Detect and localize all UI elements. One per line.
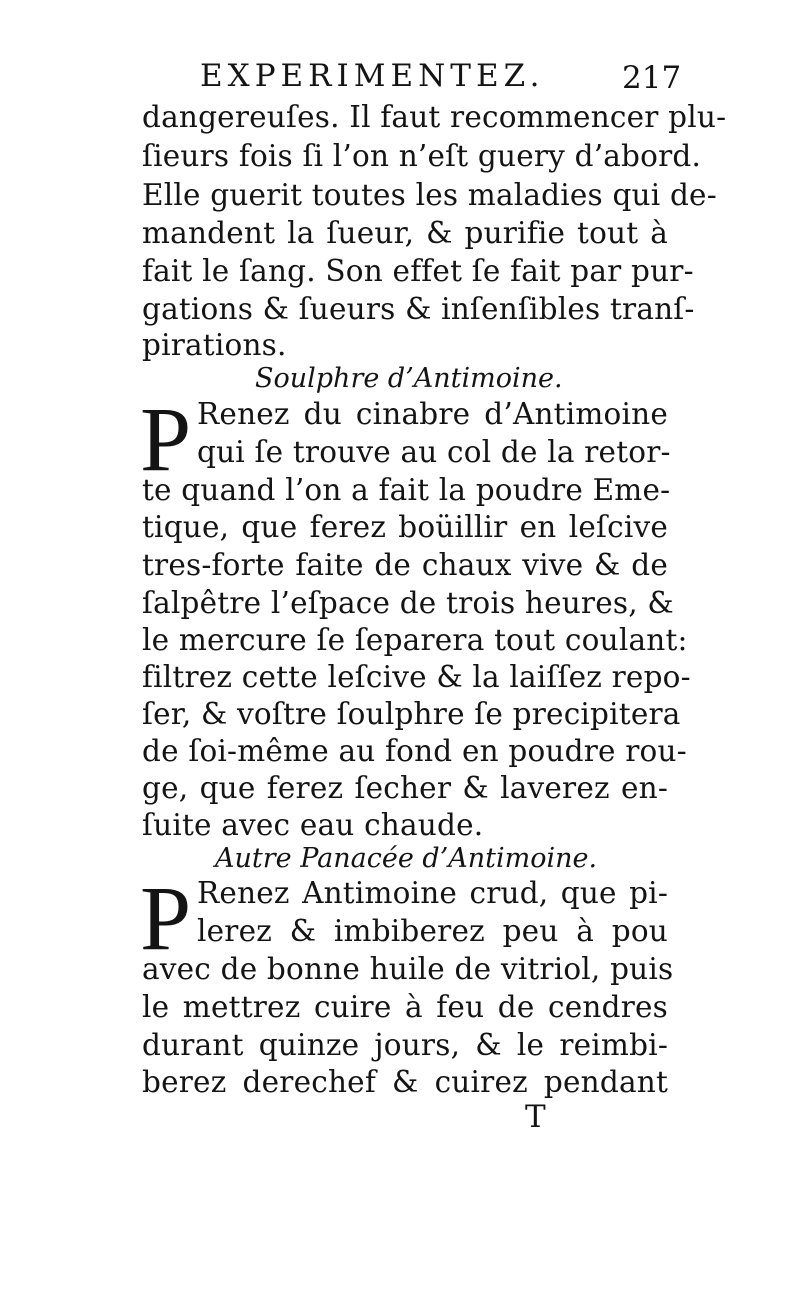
text-line: ſuite avec eau chaude. [142,808,484,842]
drop-cap: P [140,388,192,490]
text-line: gations & ſueurs & inſenſibles tranſ- [142,292,695,326]
signature-mark: T [525,1099,546,1135]
text-line: le mettrez cuire à feu de cendres [142,990,668,1024]
running-head: EXPERIMENTEZ. [200,58,545,94]
text-line: ſer, & voſtre ſoulphre ſe precipitera [142,697,681,731]
text-line: Elle guerit toutes les maladies qui de- [142,178,717,212]
text-line: avec de bonne huile de vitriol, puis [142,952,674,986]
text-line: Renez Antimoine crud, que pi- [197,876,668,910]
section-heading: Soulphre d’Antimoine. [255,363,563,394]
text-line: mandent la ſueur, & purifie tout à [142,216,668,250]
text-line: tique, que ferez boüillir en leſcive [142,510,668,544]
text-line: pirations. [142,328,287,362]
text-line: tres-forte faite de chaux vive & de [142,548,668,582]
text-line: ſalpêtre l’eſpace de trois heures, & [142,586,674,620]
drop-cap: P [140,867,192,969]
text-line: qui ſe trouve au col de la retor- [197,435,671,469]
text-line: le mercure ſe ſeparera tout coulant: [142,623,688,657]
text-line: lerez & imbiberez peu à pou [197,914,668,948]
text-line: fait le ſang. Son effet ſe fait par pur- [142,254,694,288]
text-line: de ſoi-même au fond en poudre rou- [142,734,687,768]
text-line: dangereuſes. Il faut recommencer plu- [142,100,727,134]
text-line: ge, que ferez ſecher & laverez en- [142,771,668,805]
text-line: berez derechef & cuirez pendant [142,1065,668,1099]
page-number: 217 [622,60,682,96]
section-heading: Autre Panacée d’Antimoine. [215,843,598,874]
text-line: filtrez cette leſcive & la laiſſez repo- [142,660,691,694]
text-line: te quand l’on a fait la poudre Eme- [142,473,671,507]
text-line: ſieurs fois ſi l’on n’eſt guery d’abord. [142,139,702,173]
text-line: Renez du cinabre d’Antimoine [197,397,668,431]
text-line: durant quinze jours, & le reimbi- [142,1028,668,1062]
